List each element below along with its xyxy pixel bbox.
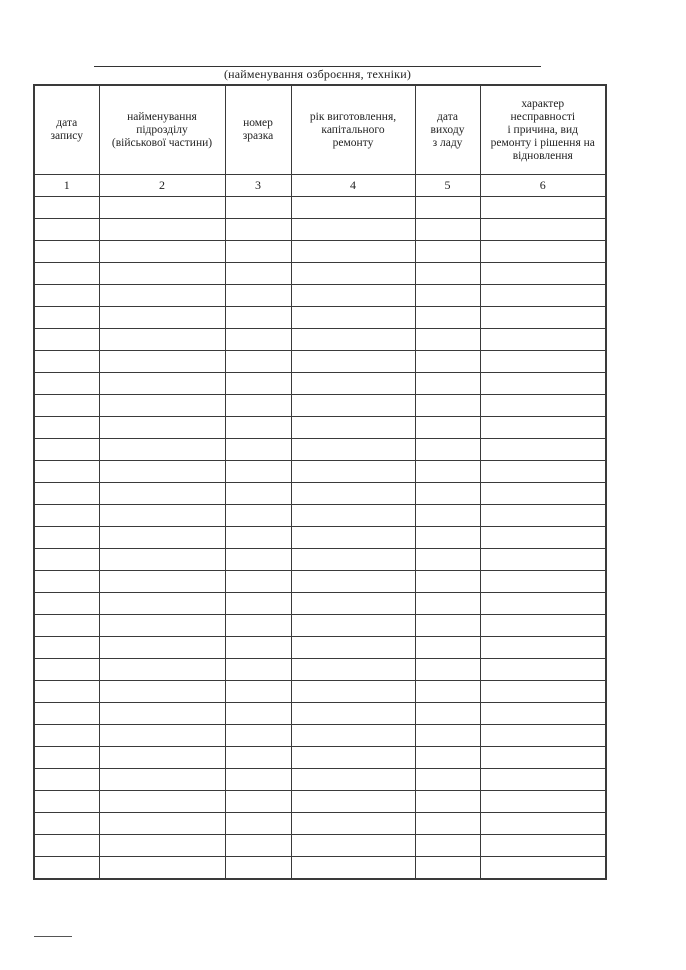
table-cell (225, 835, 291, 857)
table-cell (99, 769, 225, 791)
table-row (34, 571, 606, 593)
table-row (34, 263, 606, 285)
table-cell (34, 725, 99, 747)
table-cell (480, 351, 606, 373)
table-row (34, 307, 606, 329)
table-cell (291, 769, 415, 791)
table-cell (415, 439, 480, 461)
table-cell (99, 703, 225, 725)
table-cell (480, 813, 606, 835)
table-cell (34, 593, 99, 615)
table-cell (415, 241, 480, 263)
table-row (34, 439, 606, 461)
table-row (34, 417, 606, 439)
table-cell (291, 703, 415, 725)
table-cell (415, 197, 480, 219)
table-cell (480, 241, 606, 263)
table-cell (34, 373, 99, 395)
column-number-row (34, 175, 606, 197)
table-cell (34, 417, 99, 439)
table-cell (415, 219, 480, 241)
table-cell (225, 571, 291, 593)
table-cell (480, 483, 606, 505)
table-row (34, 329, 606, 351)
table-cell (225, 241, 291, 263)
column-header-entry-date: дата запису (34, 85, 99, 175)
table-cell (480, 769, 606, 791)
table-cell (415, 505, 480, 527)
table-cell (99, 197, 225, 219)
table-cell (291, 395, 415, 417)
table-cell (99, 659, 225, 681)
table-cell (480, 439, 606, 461)
table-cell (415, 725, 480, 747)
table-cell (291, 527, 415, 549)
table-cell (291, 857, 415, 880)
table-cell (225, 769, 291, 791)
table-cell (34, 285, 99, 307)
table-cell (34, 307, 99, 329)
table-cell (291, 505, 415, 527)
table-cell (99, 373, 225, 395)
table-cell (291, 439, 415, 461)
table-cell (415, 857, 480, 880)
table-row (34, 593, 606, 615)
table-cell (480, 263, 606, 285)
table-cell (99, 307, 225, 329)
table-cell (99, 527, 225, 549)
table-cell (34, 263, 99, 285)
table-cell (415, 813, 480, 835)
table-cell (34, 637, 99, 659)
table-row (34, 769, 606, 791)
table-cell (225, 439, 291, 461)
table-cell (99, 439, 225, 461)
table-cell (225, 263, 291, 285)
table-row (34, 241, 606, 263)
table-cell (415, 747, 480, 769)
table-cell (480, 373, 606, 395)
table-cell (480, 461, 606, 483)
table-row (34, 835, 606, 857)
table-row (34, 615, 606, 637)
table-cell (415, 373, 480, 395)
table-cell (291, 461, 415, 483)
table-cell (34, 681, 99, 703)
table-cell (99, 219, 225, 241)
table-cell (225, 483, 291, 505)
table-cell (99, 417, 225, 439)
table-cell (99, 813, 225, 835)
table-cell (225, 395, 291, 417)
table-cell (415, 417, 480, 439)
table-cell (291, 373, 415, 395)
table-cell (415, 549, 480, 571)
table-cell (291, 571, 415, 593)
table-row (34, 505, 606, 527)
table-cell (415, 461, 480, 483)
table-cell (480, 285, 606, 307)
table-cell (291, 219, 415, 241)
table-cell (225, 615, 291, 637)
table-cell (34, 791, 99, 813)
table-cell (480, 549, 606, 571)
table-cell (291, 241, 415, 263)
table-row (34, 527, 606, 549)
table-cell (34, 571, 99, 593)
table-cell (225, 329, 291, 351)
table-cell (415, 835, 480, 857)
table-cell (99, 571, 225, 593)
table-cell (480, 527, 606, 549)
table-cell (415, 681, 480, 703)
table-cell (34, 505, 99, 527)
table-cell (34, 197, 99, 219)
table-cell (225, 549, 291, 571)
table-cell (415, 263, 480, 285)
table-row (34, 219, 606, 241)
table-cell (480, 835, 606, 857)
table-cell (480, 505, 606, 527)
column-header-sample-number: номер зразка (225, 85, 291, 175)
table-row (34, 791, 606, 813)
table-cell (34, 219, 99, 241)
table-cell (99, 395, 225, 417)
table-row (34, 659, 606, 681)
table-cell (99, 637, 225, 659)
table-cell (480, 329, 606, 351)
table-cell (34, 483, 99, 505)
table-cell (225, 747, 291, 769)
table-cell (291, 285, 415, 307)
table-row (34, 197, 606, 219)
table-row (34, 813, 606, 835)
table-cell (480, 703, 606, 725)
table-cell (415, 527, 480, 549)
table-cell (99, 285, 225, 307)
table-cell (415, 395, 480, 417)
table-cell (480, 571, 606, 593)
table-cell (480, 791, 606, 813)
table-cell (34, 527, 99, 549)
equipment-register-table (33, 84, 607, 880)
table-cell (415, 483, 480, 505)
table-cell (415, 307, 480, 329)
table-cell (225, 373, 291, 395)
table-cell (99, 329, 225, 351)
table-cell (480, 395, 606, 417)
table-cell (99, 593, 225, 615)
table-cell (480, 307, 606, 329)
table-cell (291, 549, 415, 571)
table-cell (291, 725, 415, 747)
table-row (34, 461, 606, 483)
table-cell (34, 747, 99, 769)
table-cell (480, 681, 606, 703)
column-number-6: 6 (480, 175, 606, 197)
table-cell (291, 659, 415, 681)
table-cell (291, 791, 415, 813)
table-cell (480, 417, 606, 439)
table-header-row (34, 85, 606, 175)
table-cell (291, 417, 415, 439)
table-cell (225, 417, 291, 439)
column-header-manufacture-year: рік виготовлення, капітального ремонту (291, 85, 415, 175)
table-cell (480, 637, 606, 659)
table-cell (291, 263, 415, 285)
column-header-unit-name: найменування підрозділу (військової частини) (99, 85, 225, 175)
column-number-5: 5 (415, 175, 480, 197)
table-cell (225, 505, 291, 527)
table-cell (415, 769, 480, 791)
table-cell (99, 263, 225, 285)
table-cell (225, 791, 291, 813)
table-cell (99, 747, 225, 769)
table-cell (225, 659, 291, 681)
column-number-2: 2 (99, 175, 225, 197)
table-cell (291, 329, 415, 351)
table-cell (34, 813, 99, 835)
table-cell (225, 351, 291, 373)
table-cell (480, 219, 606, 241)
table-row (34, 373, 606, 395)
table-cell (34, 395, 99, 417)
table-cell (99, 835, 225, 857)
table-cell (225, 725, 291, 747)
table-cell (225, 197, 291, 219)
table-cell (34, 549, 99, 571)
table-cell (34, 329, 99, 351)
table-cell (99, 725, 225, 747)
table-cell (291, 307, 415, 329)
table-cell (291, 351, 415, 373)
table-cell (225, 681, 291, 703)
table-cell (415, 329, 480, 351)
table-row (34, 681, 606, 703)
equipment-name-caption: (найменування озброєння, техніки) (223, 67, 412, 81)
table-cell (34, 615, 99, 637)
table-cell (480, 593, 606, 615)
table-row (34, 483, 606, 505)
column-header-failure-date: дата виходу з ладу (415, 85, 480, 175)
page-footer-mark (34, 936, 72, 937)
table-row (34, 725, 606, 747)
table-cell (291, 747, 415, 769)
table-cell (480, 659, 606, 681)
column-header-fault-description: характер несправності і причина, вид ремонту і рішення на відновлення (480, 85, 606, 175)
table-row (34, 747, 606, 769)
table-cell (480, 725, 606, 747)
table-cell (34, 769, 99, 791)
table-cell (291, 615, 415, 637)
table-cell (225, 637, 291, 659)
table-cell (34, 703, 99, 725)
table-cell (99, 483, 225, 505)
table-row (34, 857, 606, 880)
column-number-1: 1 (34, 175, 99, 197)
table-cell (225, 461, 291, 483)
table-cell (225, 219, 291, 241)
table-cell (291, 593, 415, 615)
table-cell (415, 615, 480, 637)
table-cell (480, 857, 606, 880)
table-cell (225, 857, 291, 880)
table-cell (291, 197, 415, 219)
table-row (34, 351, 606, 373)
table-cell (291, 813, 415, 835)
table-cell (34, 461, 99, 483)
table-cell (99, 549, 225, 571)
table-cell (415, 637, 480, 659)
table-row (34, 549, 606, 571)
table-cell (291, 835, 415, 857)
table-cell (34, 659, 99, 681)
table-cell (480, 615, 606, 637)
column-number-3: 3 (225, 175, 291, 197)
table-cell (99, 241, 225, 263)
table-cell (415, 351, 480, 373)
table-row (34, 285, 606, 307)
table-cell (99, 857, 225, 880)
table-cell (99, 681, 225, 703)
table-cell (225, 285, 291, 307)
table-row (34, 395, 606, 417)
table-cell (415, 703, 480, 725)
table-cell (34, 439, 99, 461)
table-cell (34, 241, 99, 263)
table-cell (415, 285, 480, 307)
table-row (34, 703, 606, 725)
table-cell (34, 351, 99, 373)
table-cell (99, 791, 225, 813)
table-cell (291, 637, 415, 659)
table-cell (291, 483, 415, 505)
table-cell (34, 857, 99, 880)
table-cell (99, 351, 225, 373)
table-cell (415, 571, 480, 593)
table-cell (480, 747, 606, 769)
table-cell (99, 505, 225, 527)
table-cell (480, 197, 606, 219)
table-cell (225, 703, 291, 725)
table-cell (225, 593, 291, 615)
table-cell (34, 835, 99, 857)
table-cell (415, 659, 480, 681)
table-cell (225, 813, 291, 835)
table-row (34, 637, 606, 659)
table-cell (225, 307, 291, 329)
table-cell (225, 527, 291, 549)
table-cell (99, 615, 225, 637)
table-cell (415, 791, 480, 813)
table-cell (291, 681, 415, 703)
table-cell (415, 593, 480, 615)
column-number-4: 4 (291, 175, 415, 197)
table-cell (99, 461, 225, 483)
